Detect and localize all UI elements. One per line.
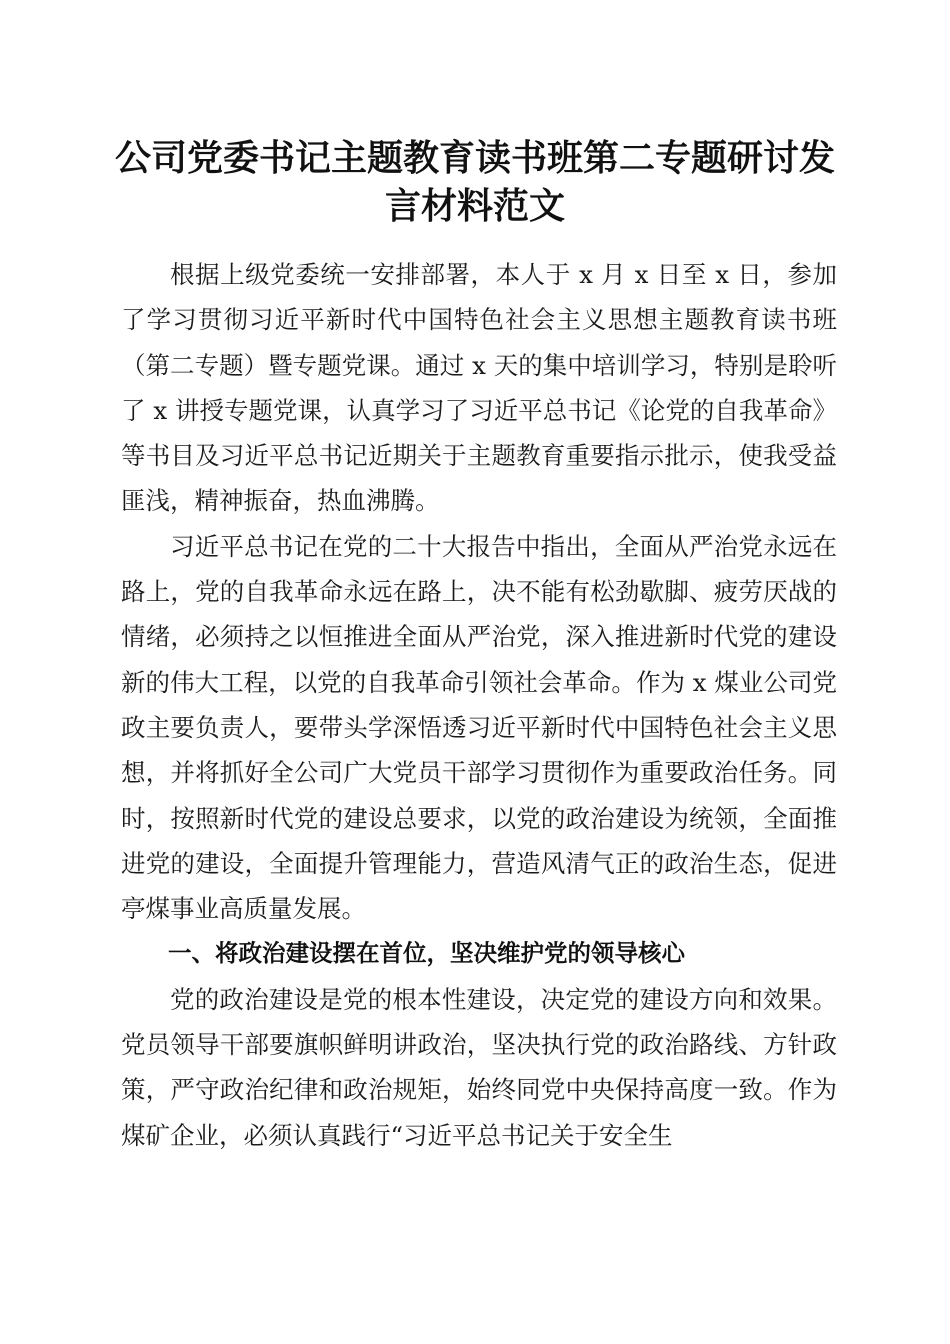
section-heading-1: 一、将政治建设摆在首位，坚决维护党的领导核心 — [168, 939, 685, 968]
document-body — [121, 252, 837, 1158]
document-title: 公司党委书记主题教育读书班第二专题研讨发言材料范文 — [114, 137, 835, 227]
paragraph-political-building: 党的政治建设是党的根本性建设，决定党的建设方向和效果。党员领导干部要旗帜鲜明讲政治，坚决执行党的政治路线、方针政策，严守政治纪律和政治规矩，始终同党中央保持高度一致。作为煤矿企业，必须认真践行“习近平总书记关于安全生 — [121, 984, 837, 1150]
paragraph-context: 习近平总书记在党的二十大报告中指出，全面从严治党永远在路上，党的自我革命永远在路上，决不能有松劲歇脚、疲劳厌战的情绪，必须持之以恒推进全面从严治党，深入推进新时代党的建设新的伟大工程，以党的自我革命引领社会革命。作为 x 煤业公司党政主要负责人，要带头学深悟透习近平新时代中国特色社会主义思想，并将抓好全公司广大党员干部学习贯彻作为重要政治任务。同时，按照新时代党的建设总要求，以党的政治建设为统领，全面推进党的建设，全面提升管理能力，营造风清气正的政治生态，促进亭煤事业高质量发展。 — [121, 531, 837, 924]
paragraph-intro: 根据上级党委统一安排部署，本人于 x 月 x 日至 x 日，参加了学习贯彻习近平新时代中国特色社会主义思想主题教育读书班（第二专题）暨专题党课。通过 x 天的集中培训学习，特别是聆听了 x 讲授专题党课，认真学习了习近平总书记《论党的自我革命》等书目及习近平总书记近期关于主题教育重要指示批示，使我受益匪浅，精神振奋，热血沸腾。 — [121, 260, 837, 516]
